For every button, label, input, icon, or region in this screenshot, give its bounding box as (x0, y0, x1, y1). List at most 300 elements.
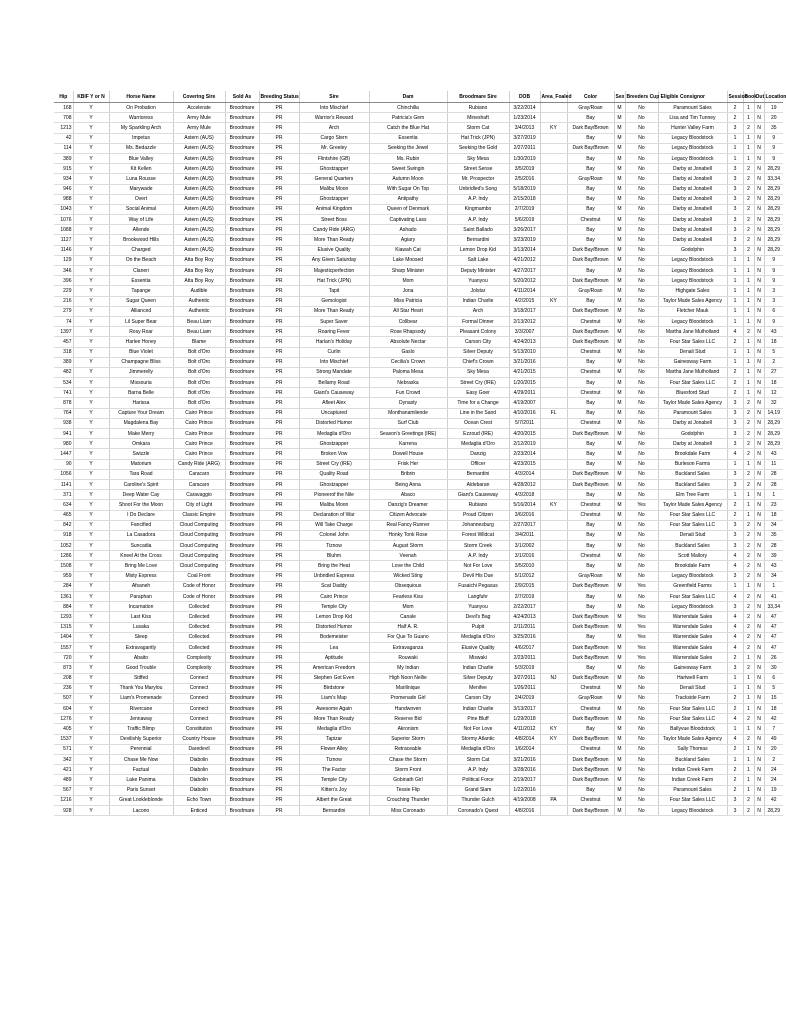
table-cell: Cloud Computing (173, 551, 225, 561)
table-cell: Thunder Gulch (447, 795, 509, 805)
table-cell: Fearless Kiss (369, 592, 447, 602)
table-cell: Marilinique (369, 683, 447, 693)
table-cell: 32 (764, 398, 783, 408)
table-cell: Dark Bay/Brown (567, 642, 614, 652)
table-cell: No (625, 235, 658, 245)
table-cell: PR (259, 632, 299, 642)
table-cell: 1404 (54, 632, 73, 642)
table-cell: Carson City (447, 337, 509, 347)
table-cell: Broodmare (225, 113, 259, 123)
table-cell: Unbridled's Song (447, 184, 509, 194)
table-cell: Warrior's Reward (299, 113, 369, 123)
table-cell: Shoot For the Moon (109, 500, 173, 510)
table-cell: Cloud Computing (173, 530, 225, 540)
table-cell: 4 (727, 551, 743, 561)
table-cell: Broodmare (225, 194, 259, 204)
table-cell: Colonel John (299, 530, 369, 540)
table-cell: Sky Mesa (447, 153, 509, 163)
table-cell: Broodmare (225, 653, 259, 663)
table-cell: 18 (764, 704, 783, 714)
table-cell: 2 (743, 602, 754, 612)
table-cell: Darby at Jonabell (658, 235, 727, 245)
table-cell: Dark Bay/Brown (567, 805, 614, 815)
table-cell: More Than Ready (299, 714, 369, 724)
table-cell: Perennial (109, 744, 173, 754)
table-cell: No (625, 266, 658, 276)
table-cell: No (625, 306, 658, 316)
table-cell: Broodmare (225, 153, 259, 163)
table-cell: 1 (727, 755, 743, 765)
table-cell: Dark Bay/Brown (567, 653, 614, 663)
table-cell: Promenade Girl (369, 693, 447, 703)
table-cell: Ashado (369, 225, 447, 235)
table-cell: 1 (743, 459, 754, 469)
table-cell: Stephen Got Even (299, 673, 369, 683)
table-cell: 3/18/2017 (509, 306, 540, 316)
table-cell: 2/22/2017 (509, 602, 540, 612)
table-cell: M (614, 479, 625, 489)
table-row (54, 143, 783, 153)
table-cell: Broodmare (225, 541, 259, 551)
table-cell: 9 (764, 255, 783, 265)
table-cell: 1 (743, 153, 754, 163)
table-cell: Saint Ballado (447, 225, 509, 235)
table-cell: Chestnut (567, 316, 614, 326)
table-cell: 2 (743, 408, 754, 418)
table-cell: Mineshaft (447, 113, 509, 123)
table-cell: N (754, 500, 764, 510)
table-cell: Legacy Bloodstock (658, 153, 727, 163)
table-cell: 3 (727, 530, 743, 540)
table-cell: M (614, 693, 625, 703)
table-cell: 6 (764, 306, 783, 316)
table-cell: PR (259, 204, 299, 214)
table-cell: 1 (727, 286, 743, 296)
table-cell: Broodmare (225, 276, 259, 286)
table-cell: Dark Bay/Brown (567, 714, 614, 724)
table-cell: 9 (764, 133, 783, 143)
table-cell: Time for a Change (447, 398, 509, 408)
table-cell: 3/21/2016 (509, 755, 540, 765)
table-cell: 28,29 (764, 215, 783, 225)
table-cell: M (614, 734, 625, 744)
table-cell: Bring Me Love (109, 561, 173, 571)
table-cell: 1 (743, 347, 754, 357)
table-cell: 284 (54, 581, 73, 591)
table-cell: 1 (727, 276, 743, 286)
table-cell: M (614, 367, 625, 377)
table-cell: 28,29 (764, 245, 783, 255)
table-cell: 2 (743, 714, 754, 724)
table-cell: PR (259, 510, 299, 520)
table-row (54, 184, 783, 194)
table-cell: Astern (AUS) (173, 164, 225, 174)
table-cell: 2 (727, 367, 743, 377)
table-cell: PR (259, 367, 299, 377)
table-cell: M (614, 153, 625, 163)
table-cell: 114 (54, 143, 73, 153)
table-cell: 389 (54, 153, 73, 163)
table-cell: 3 (764, 286, 783, 296)
table-cell: 567 (54, 785, 73, 795)
table-cell: Legacy Bloodstock (658, 276, 727, 286)
table-cell: Lusaka (109, 622, 173, 632)
table-row (54, 500, 783, 510)
table-cell: 318 (54, 347, 73, 357)
table-cell (540, 805, 567, 815)
table-cell: Warrioress (109, 113, 173, 123)
table-cell: M (614, 755, 625, 765)
table-cell: 15 (764, 693, 783, 703)
table-row (54, 520, 783, 530)
table-cell: 1 (764, 490, 783, 500)
table-row (54, 592, 783, 602)
table-row (54, 439, 783, 449)
table-cell: Street Cry (IRE) (299, 459, 369, 469)
table-cell: PR (259, 153, 299, 163)
table-cell: Y (73, 306, 109, 316)
table-row (54, 194, 783, 204)
table-cell: More Than Ready (299, 235, 369, 245)
table-cell: No (625, 490, 658, 500)
table-cell: 2/7/2019 (509, 592, 540, 602)
table-cell: Kingmambo (447, 204, 509, 214)
table-cell: PR (259, 347, 299, 357)
table-cell: N (754, 215, 764, 225)
table-cell: PR (259, 592, 299, 602)
table-cell: Broodmare (225, 724, 259, 734)
table-cell (540, 755, 567, 765)
table-cell: M (614, 316, 625, 326)
table-cell: Y (73, 153, 109, 163)
header-row (54, 91, 783, 103)
table-cell: No (625, 571, 658, 581)
table-cell (540, 642, 567, 652)
table-cell: PR (259, 449, 299, 459)
table-cell: M (614, 744, 625, 754)
table-cell: No (625, 357, 658, 367)
table-cell: N (754, 469, 764, 479)
table-cell: Broodmare (225, 459, 259, 469)
table-cell: Absolute Nectar (369, 337, 447, 347)
table-cell: Yes (625, 622, 658, 632)
table-cell: Astern (AUS) (173, 153, 225, 163)
table-cell: 3 (727, 571, 743, 581)
table-cell: Broodmare (225, 785, 259, 795)
table-cell: 34 (764, 520, 783, 530)
table-cell: Y (73, 571, 109, 581)
table-cell: PR (259, 164, 299, 174)
table-cell: N (754, 164, 764, 174)
table-cell: Buckland Sales (658, 479, 727, 489)
table-cell: 1 (743, 357, 754, 367)
table-cell: Darby at Jonabell (658, 418, 727, 428)
table-cell: 3/25/2016 (509, 632, 540, 642)
table-cell: 1 (743, 133, 754, 143)
table-cell: PR (259, 255, 299, 265)
table-cell: Chestnut (567, 500, 614, 510)
table-cell: N (754, 642, 764, 652)
table-cell: No (625, 795, 658, 805)
table-cell: American Freedom (299, 663, 369, 673)
table-cell: Y (73, 296, 109, 306)
table-cell: Connect (173, 673, 225, 683)
table-cell: Bay (567, 133, 614, 143)
table-cell: Chestnut (567, 795, 614, 805)
table-cell: 4 (727, 622, 743, 632)
table-cell: 2 (727, 510, 743, 520)
table-cell: PR (259, 683, 299, 693)
table-cell: N (754, 734, 764, 744)
table-cell (540, 551, 567, 561)
table-cell: N (754, 724, 764, 734)
table-cell (540, 378, 567, 388)
table-cell: 279 (54, 306, 73, 316)
table-cell: No (625, 479, 658, 489)
table-cell: No (625, 469, 658, 479)
table-cell: Bay (567, 785, 614, 795)
table-cell: 938 (54, 418, 73, 428)
table-row (54, 775, 783, 785)
table-row (54, 327, 783, 337)
table-cell: Y (73, 785, 109, 795)
table-cell: 3 (727, 408, 743, 418)
table-cell: N (754, 174, 764, 184)
table-cell: Tara Road (109, 469, 173, 479)
table-cell: Tapizar (299, 734, 369, 744)
table-cell: N (754, 612, 764, 622)
table-cell: Y (73, 612, 109, 622)
table-cell: Daredevil (173, 744, 225, 754)
table-cell: 2 (743, 215, 754, 225)
table-cell: N (754, 133, 764, 143)
table-cell: 3 (727, 479, 743, 489)
table-row (54, 744, 783, 754)
table-cell: Martha Jane Mulholland (658, 327, 727, 337)
table-cell: Swizzle (109, 449, 173, 459)
table-cell: 3 (727, 184, 743, 194)
table-cell: PR (259, 500, 299, 510)
table-cell: Traffic Blimp (109, 724, 173, 734)
table-cell: 884 (54, 602, 73, 612)
table-cell: N (754, 398, 764, 408)
table-cell: 1216 (54, 795, 73, 805)
table-cell: Champagne Bliss (109, 357, 173, 367)
table-cell: NJ (540, 673, 567, 683)
table-cell: Gainesway Farm (658, 663, 727, 673)
table-cell: No (625, 714, 658, 724)
table-cell: Season's Greetings (IRE) (369, 429, 447, 439)
table-cell: 28,29 (764, 805, 783, 815)
table-cell: 2 (727, 775, 743, 785)
table-cell: On Probation (109, 103, 173, 113)
table-cell: Astern (AUS) (173, 194, 225, 204)
table-cell: 1056 (54, 469, 73, 479)
table-cell: 47 (764, 642, 783, 652)
table-cell: Pioneerof the Nile (299, 490, 369, 500)
table-cell: No (625, 388, 658, 398)
table-cell: 19 (764, 103, 783, 113)
table-cell (540, 184, 567, 194)
table-cell: Danzig's Dreamer (369, 500, 447, 510)
table-cell: Astern (AUS) (173, 174, 225, 184)
table-cell: PR (259, 429, 299, 439)
table-row (54, 612, 783, 622)
table-cell: Collected (173, 602, 225, 612)
table-cell: 1141 (54, 479, 73, 489)
table-cell: Capture Your Dream (109, 408, 173, 418)
table-cell: Lemon Drop Kid (299, 612, 369, 622)
table-cell: N (754, 388, 764, 398)
table-cell: 35 (764, 530, 783, 540)
table-cell: 18 (764, 378, 783, 388)
table-cell: Y (73, 123, 109, 133)
table-cell (540, 765, 567, 775)
table-cell: PR (259, 439, 299, 449)
table-cell: Taylor Made Sales Agency (658, 500, 727, 510)
table-cell: 3/23/2019 (509, 235, 540, 245)
table-cell: 959 (54, 571, 73, 581)
table-cell: Miss Coronado (369, 805, 447, 815)
table-cell (540, 204, 567, 214)
table-cell: M (614, 276, 625, 286)
table-cell: 229 (54, 286, 73, 296)
table-cell: Medaglia d'Oro (299, 429, 369, 439)
table-cell: Seeking the Jewel (369, 143, 447, 153)
table-cell: No (625, 602, 658, 612)
table-cell: Country House (173, 734, 225, 744)
table-cell: 5 (764, 683, 783, 693)
table-cell: Broodmare (225, 795, 259, 805)
table-cell: Officer (447, 459, 509, 469)
table-cell (540, 785, 567, 795)
table-cell: Accelerate (173, 103, 225, 113)
table-cell: Frisk Her (369, 459, 447, 469)
table-cell: Y (73, 541, 109, 551)
table-cell: 2 (727, 693, 743, 703)
table-cell: No (625, 418, 658, 428)
table-cell: Broodmare (225, 775, 259, 785)
table-cell: N (754, 429, 764, 439)
column-header: KBIF Y or N (73, 91, 109, 103)
table-cell: Y (73, 113, 109, 123)
table-cell: 2 (743, 612, 754, 622)
table-cell: Audible (173, 286, 225, 296)
table-cell (540, 337, 567, 347)
table-cell (540, 357, 567, 367)
table-cell: 2 (743, 520, 754, 530)
table-cell: 4 (727, 714, 743, 724)
table-cell: Complexity (173, 663, 225, 673)
table-cell: With Sugar On Top (369, 184, 447, 194)
table-cell: N (754, 551, 764, 561)
table-cell: Chestnut (567, 367, 614, 377)
table-row (54, 225, 783, 235)
table-cell: 2 (743, 245, 754, 255)
table-cell: Atta Boy Roy (173, 276, 225, 286)
table-cell: 878 (54, 398, 73, 408)
table-cell: Dowell House (369, 449, 447, 459)
table-cell: Medaglia d'Oro (447, 439, 509, 449)
table-cell: Bernardini (447, 235, 509, 245)
column-header: Book (743, 91, 754, 103)
table-cell: 980 (54, 439, 73, 449)
table-cell: 2/27/2011 (509, 143, 540, 153)
table-cell: PR (259, 541, 299, 551)
table-cell: 5/13/2010 (509, 347, 540, 357)
table-cell: Dark Bay/Brown (567, 612, 614, 622)
table-cell: 1 (727, 724, 743, 734)
table-cell: No (625, 449, 658, 459)
table-cell: Bay (567, 602, 614, 612)
table-row (54, 530, 783, 540)
table-cell: Dark Bay/Brown (567, 469, 614, 479)
table-cell: Fun Crowd (369, 388, 447, 398)
table-cell: Caracaro (173, 479, 225, 489)
table-cell: Broodmare (225, 439, 259, 449)
table-cell: Broodmare (225, 337, 259, 347)
table-cell: Rose Rhapsody (369, 327, 447, 337)
table-cell: 507 (54, 693, 73, 703)
table-cell: Street Sense (447, 164, 509, 174)
table-cell: 1 (743, 388, 754, 398)
table-cell: Paloma Mesa (369, 367, 447, 377)
table-cell: Broodmare (225, 184, 259, 194)
table-row (54, 418, 783, 428)
table-cell: N (754, 520, 764, 530)
table-row (54, 337, 783, 347)
column-header: Broodmare Sire (447, 91, 509, 103)
table-cell: 1 (743, 490, 754, 500)
table-cell (540, 276, 567, 286)
table-cell: 3 (764, 296, 783, 306)
table-cell: N (754, 316, 764, 326)
table-cell: 28,29 (764, 164, 783, 174)
table-cell: Deputy Minister (447, 266, 509, 276)
table-cell: Bay (567, 235, 614, 245)
table-cell: Rouwaki (369, 653, 447, 663)
table-cell: 1 (743, 255, 754, 265)
table-cell: M (614, 592, 625, 602)
table-cell: Diabolin (173, 755, 225, 765)
table-cell: Gemologist (299, 296, 369, 306)
table-cell: Y (73, 683, 109, 693)
table-cell: Miswaki (447, 653, 509, 663)
table-cell: Lea (299, 642, 369, 652)
table-cell: Legacy Bloodstock (658, 133, 727, 143)
table-cell (540, 113, 567, 123)
table-cell: 842 (54, 520, 73, 530)
table-cell: No (625, 123, 658, 133)
table-row (54, 541, 783, 551)
table-cell: Autumn Moon (369, 174, 447, 184)
table-cell: M (614, 204, 625, 214)
table-cell: 1 (743, 500, 754, 510)
table-cell: 2 (743, 398, 754, 408)
table-cell: Chestnut (567, 744, 614, 754)
table-cell: Broodmare (225, 255, 259, 265)
table-cell: Mom (369, 276, 447, 286)
table-cell: Bay (567, 378, 614, 388)
table-cell: N (754, 704, 764, 714)
table-cell: N (754, 306, 764, 316)
table-cell: Denali Stud (658, 683, 727, 693)
table-cell: 47 (764, 632, 783, 642)
table-cell: Carson City (447, 693, 509, 703)
table-cell: Broodmare (225, 755, 259, 765)
table-cell: My Sparkling Arch (109, 123, 173, 133)
table-cell: N (754, 296, 764, 306)
